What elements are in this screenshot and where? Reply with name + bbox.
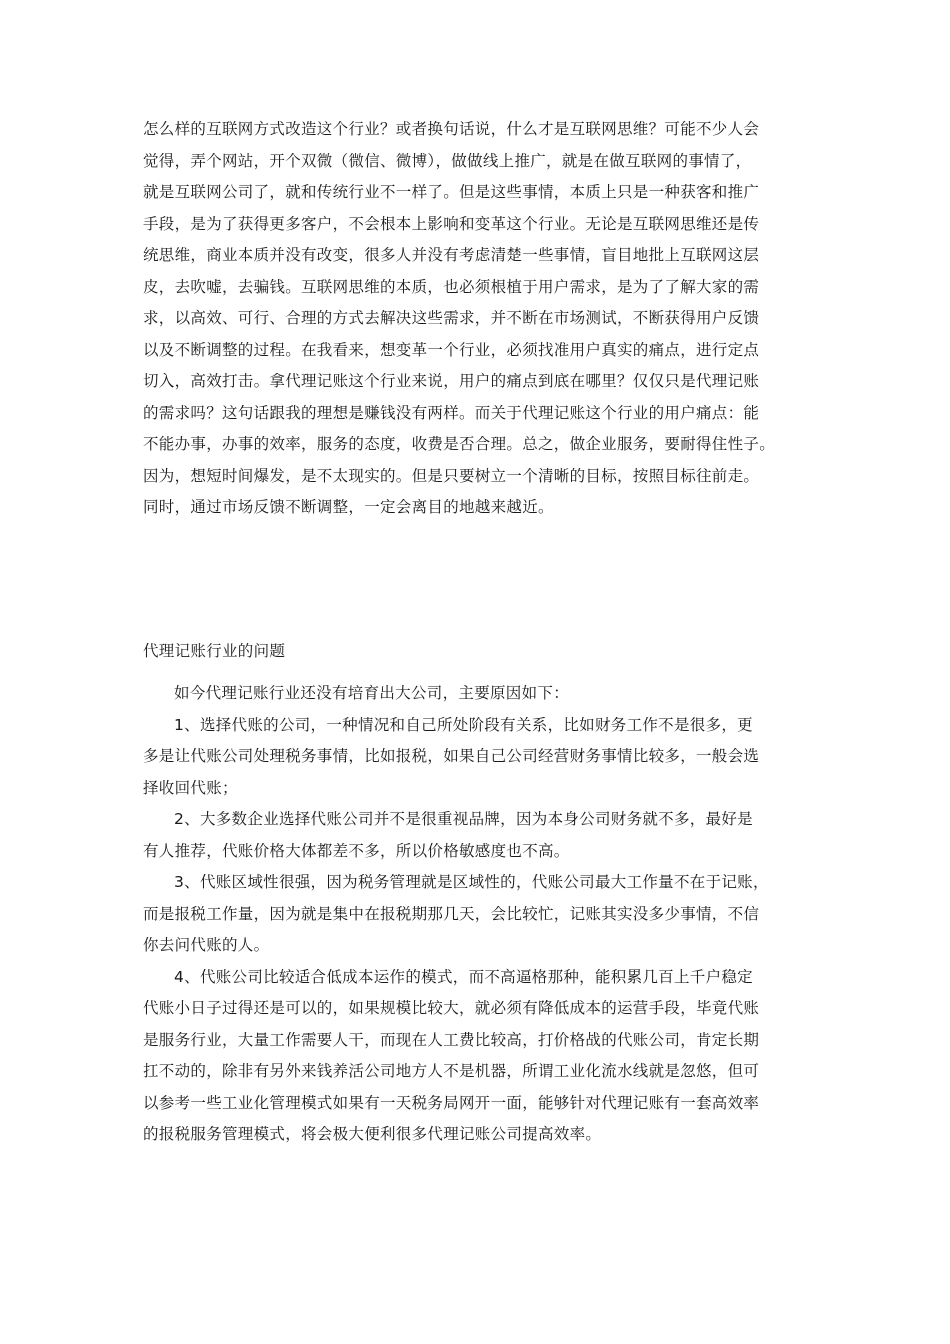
section-line: 如今代理记账行业还没有培育出大公司，主要原因如下： <box>174 684 570 702</box>
paragraph-line: 同时，通过市场反馈不断调整，一定会离目的地越来越近。 <box>143 498 554 516</box>
section-body <box>143 678 769 1151</box>
intro-paragraph <box>143 114 775 524</box>
list-item-4-line: 4、代账公司比较适合低成本运作的模式，而不高逼格那种，能积累几百上千户稳定 <box>174 967 753 986</box>
list-item-2-line: 2、大多数企业选择代账公司并不是很重视品牌，因为本身公司财务就不多，最好是 <box>174 810 753 828</box>
list-item-2-line: 有人推荐，代账价格大体都差不多，所以价格敏感度也不高。 <box>143 841 570 860</box>
list-item-3-line: 你去问代账的人。 <box>143 936 270 954</box>
section-heading-text: 代理记账行业的问题 <box>143 642 286 660</box>
paragraph-line: 手段，是为了获得更多客户，不会根本上影响和变革这个行业。无论是互联网思维还是传 <box>143 214 760 233</box>
list-item-4-line: 以参考一些工业化管理模式如果有一天税务局网开一面，能够针对代理记账有一套高效率 <box>143 1093 760 1112</box>
list-item-3-line: 3、代账区域性很强，因为税务管理就是区域性的，代账公司最大工作量不在于记账， <box>174 873 769 891</box>
paragraph-line: 切入，高效打击。拿代理记账这个行业来说，用户的痛点到底在哪里？仅仅只是代理记账 <box>143 372 760 390</box>
list-item-1-line: 择收回代账； <box>143 778 238 797</box>
paragraph-line: 就是互联网公司了，就和传统行业不一样了。但是这些事情，本质上只是一种获客和推广 <box>143 183 760 201</box>
paragraph-line: 因为，想短时间爆发，是不太现实的。但是只要树立一个清晰的目标，按照目标往前走。 <box>143 466 760 485</box>
paragraph-line: 以及不断调整的过程。在我看来，想变革一个行业，必须找准用户真实的痛点，进行定点 <box>143 340 760 359</box>
section-heading <box>143 636 285 668</box>
paragraph-line: 觉得，弄个网站，开个双微（微信、微博），做做线上推广，就是在做互联网的事情了， <box>143 151 752 170</box>
list-item-4-line: 是服务行业，大量工作需要人干，而现在人工费比较高，打价格战的代账公司，肯定长期 <box>143 1030 760 1049</box>
paragraph-line: 不能办事，办事的效率，服务的态度，收费是否合理。总之，做企业服务，要耐得住性子。 <box>143 435 776 453</box>
paragraph-line: 求，以高效、可行、合理的方式去解决这些需求，并不断在市场测试，不断获得用户反馈 <box>143 309 760 327</box>
list-item-4-line: 的报税服务管理模式，将会极大便利很多代理记账公司提高效率。 <box>143 1125 602 1143</box>
list-item-1-line: 1、选择代账的公司，一种情况和自己所处阶段有关系，比如财务工作不是很多，更 <box>174 715 753 734</box>
paragraph-line: 怎么样的互联网方式改造这个行业？或者换句话说，什么才是互联网思维？可能不少人会 <box>143 120 760 138</box>
paragraph-line: 统思维，商业本质并没有改变，很多人并没有考虑清楚一些事情，盲目地批上互联网这层 <box>143 246 760 264</box>
list-item-4-line: 扛不动的，除非有另外来钱养活公司地方人不是机器，所谓工业化流水线就是忽悠，但可 <box>143 1062 760 1080</box>
list-item-3-line: 而是报税工作量，因为就是集中在报税期那几天，会比较忙，记账其实没多少事情，不信 <box>143 904 760 923</box>
list-item-1-line: 多是让代账公司处理税务事情，比如报税，如果自己公司经营财务事情比较多，一般会选 <box>143 747 760 765</box>
paragraph-line: 的需求吗？这句话跟我的理想是赚钱没有两样。而关于代理记账这个行业的用户痛点：能 <box>143 403 760 422</box>
paragraph-line: 皮，去吹嘘，去骗钱。互联网思维的本质，也必须根植于用户需求，是为了了解大家的需 <box>143 277 760 296</box>
list-item-4-line: 代账小日子过得还是可以的，如果规模比较大，就必须有降低成本的运营手段，毕竟代账 <box>143 999 760 1017</box>
